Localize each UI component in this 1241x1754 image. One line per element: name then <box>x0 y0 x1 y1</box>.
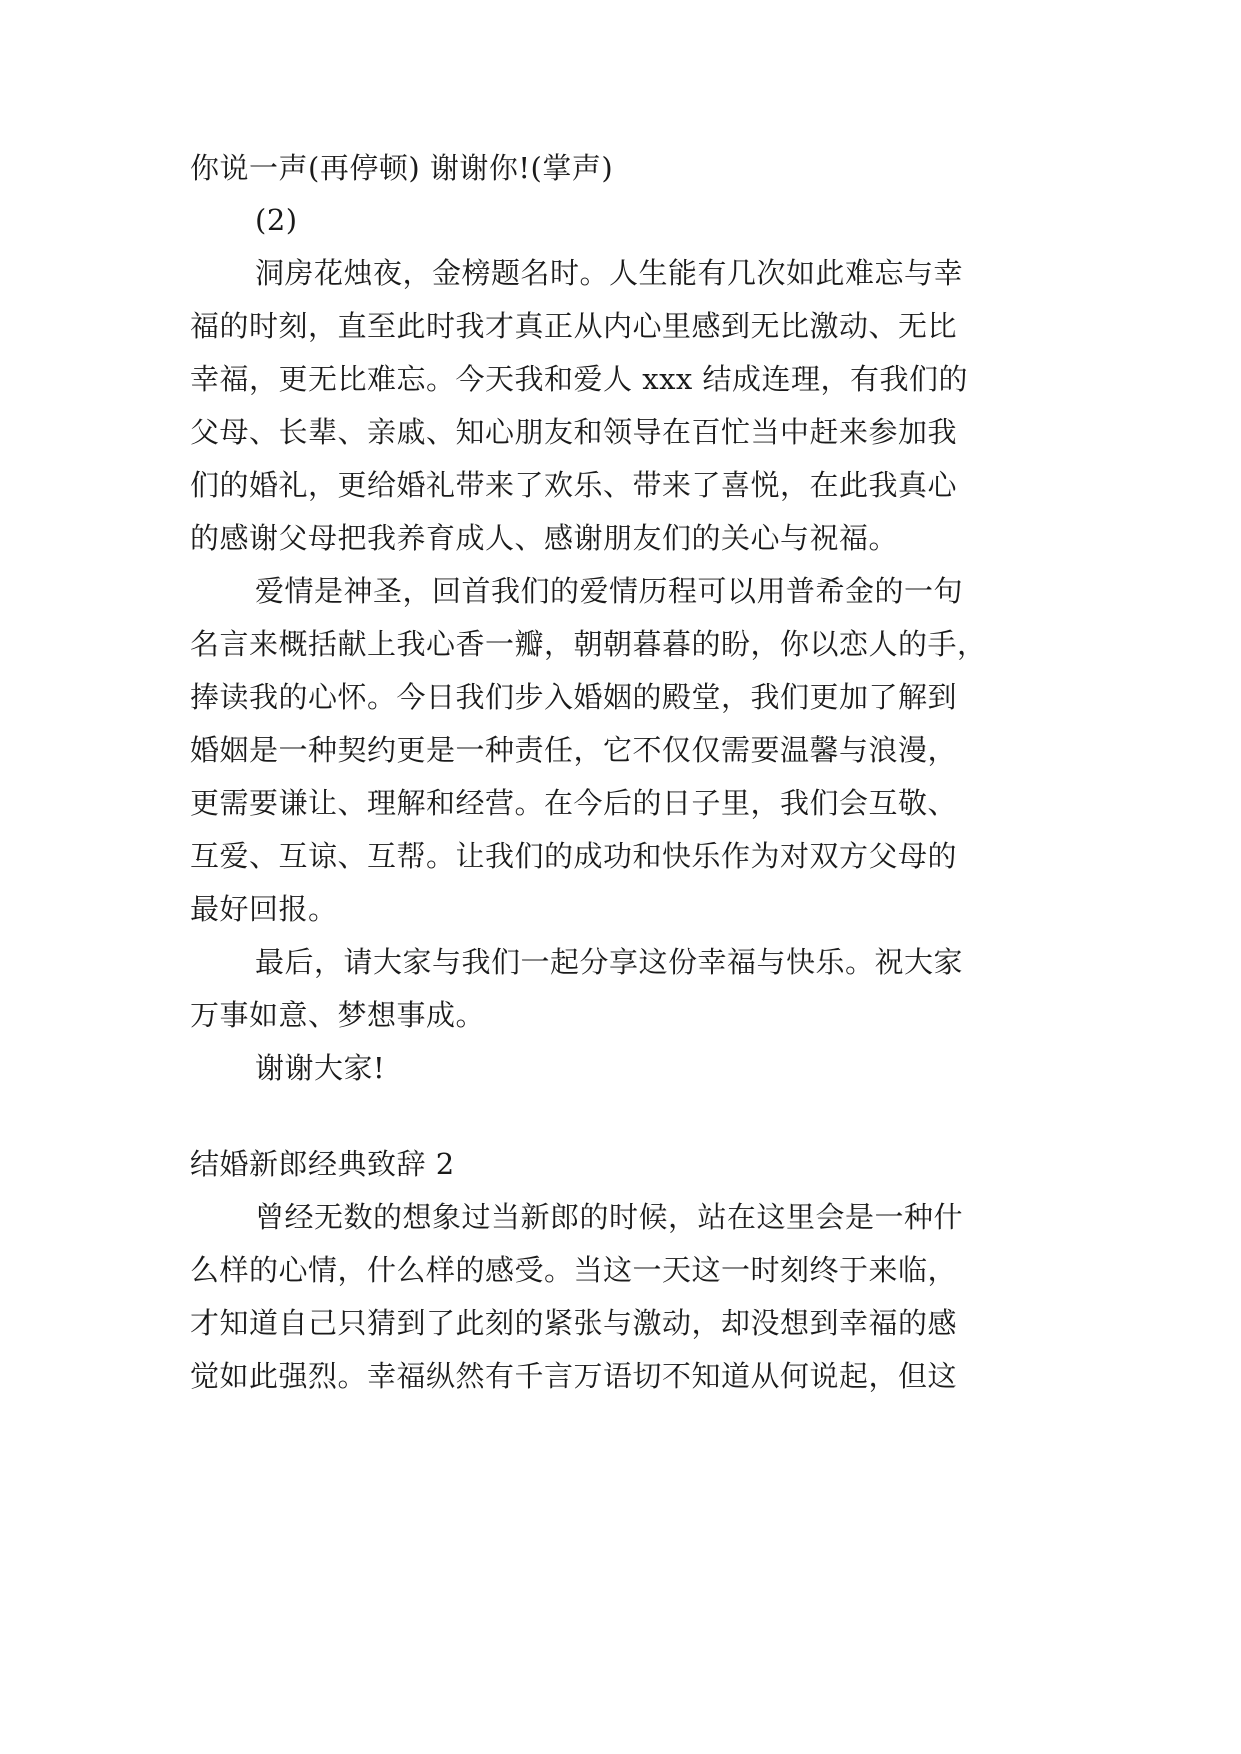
paragraph-line: 觉如此强烈。幸福纵然有千言万语切不知道从何说起，但这 <box>190 1359 958 1393</box>
paragraph-line: 洞房花烛夜，金榜题名时。人生能有几次如此难忘与幸 <box>255 256 964 290</box>
paragraph-line: 幸福，更无比难忘。今天我和爱人 xxx 结成连理，有我们的 <box>190 362 969 396</box>
paragraph-line: 们的婚礼，更给婚礼带来了欢乐、带来了喜悦，在此我真心 <box>190 468 958 502</box>
paragraph-line: 更需要谦让、理解和经营。在今后的日子里，我们会互敬、 <box>190 786 958 820</box>
section-heading: 结婚新郎经典致辞 2 <box>190 1147 455 1181</box>
closing-line: 谢谢大家! <box>255 1051 386 1085</box>
paragraph-line: 么样的心情，什么样的感受。当这一天这一时刻终于来临， <box>190 1253 958 1287</box>
paragraph-line: 曾经无数的想象过当新郎的时候，站在这里会是一种什 <box>255 1200 964 1234</box>
paragraph-line: 的感谢父母把我养育成人、感谢朋友们的关心与祝福。 <box>190 521 899 555</box>
paragraph-line: 才知道自己只猜到了此刻的紧张与激动，却没想到幸福的感 <box>190 1306 958 1340</box>
paragraph-line: 最好回报。 <box>190 892 338 926</box>
paragraph-line: 福的时刻，直至此时我才真正从内心里感到无比激动、无比 <box>190 309 958 343</box>
paragraph-line: 捧读我的心怀。今日我们步入婚姻的殿堂，我们更加了解到 <box>190 680 958 714</box>
paragraph-line: 最后，请大家与我们一起分享这份幸福与快乐。祝大家 <box>255 945 964 979</box>
paragraph-line: 名言来概括献上我心香一瓣，朝朝暮暮的盼，你以恋人的手， <box>190 627 987 661</box>
text-line: 你说一声(再停顿) 谢谢你!(掌声) <box>190 151 614 185</box>
paragraph-line: 万事如意、梦想事成。 <box>190 998 486 1032</box>
paragraph-line: 婚姻是一种契约更是一种责任，它不仅仅需要温馨与浪漫， <box>190 733 958 767</box>
paragraph-line: 父母、长辈、亲戚、知心朋友和领导在百忙当中赶来参加我 <box>190 415 958 449</box>
paragraph-line: 互爱、互谅、互帮。让我们的成功和快乐作为对双方父母的 <box>190 839 958 873</box>
paragraph-line: 爱情是神圣，回首我们的爱情历程可以用普希金的一句 <box>255 574 964 608</box>
section-number: (2) <box>255 203 298 237</box>
